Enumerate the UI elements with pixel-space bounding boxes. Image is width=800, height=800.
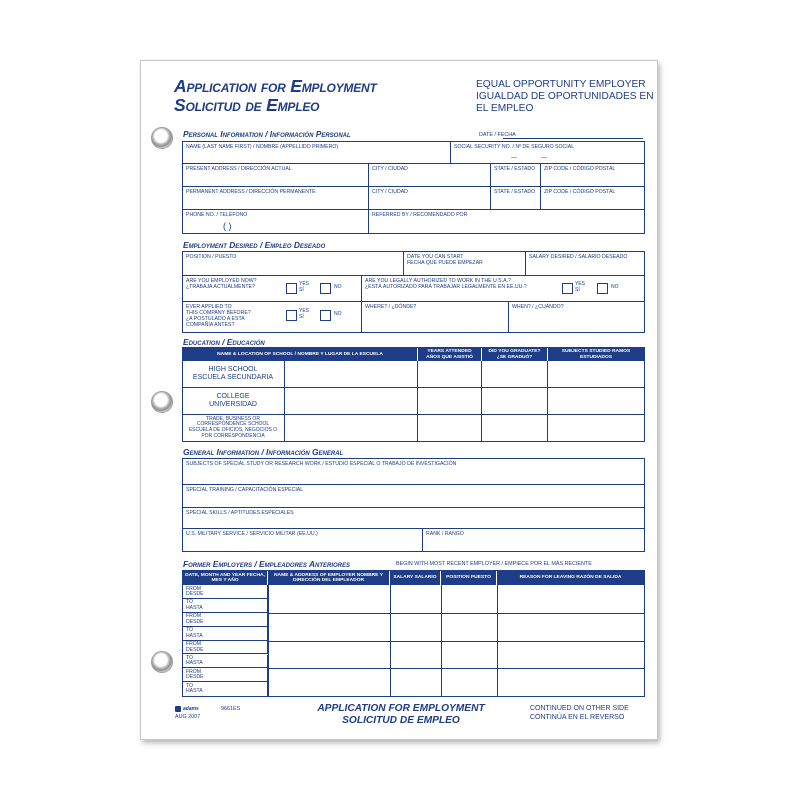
when-field[interactable]: WHEN? / ¿CUÁNDO?: [512, 304, 564, 310]
permanent-address-field[interactable]: PERMANENT ADDRESS / DIRECCIÓN PERMANENTE: [183, 187, 369, 210]
present-address-field[interactable]: PRESENT ADDRESS / DIRECCIÓN ACTUAL: [183, 164, 369, 187]
employed-no-checkbox[interactable]: [320, 283, 331, 294]
education-box: [182, 347, 645, 442]
permanent-zip-field[interactable]: ZIP CODE / CÓDIGO POSTAL: [541, 187, 644, 210]
employed-yes-checkbox[interactable]: [286, 283, 297, 294]
phone-field[interactable]: PHONE NO. / TELÉFONO ( ): [183, 210, 369, 233]
education-section-title: Education / Educación: [183, 337, 265, 347]
continued-note-en: CONTINUED ON OTHER SIDE: [530, 705, 629, 712]
former-subtitle: BEGIN WITH MOST RECENT EMPLOYER / EMPIECE POR EL MÁS RECIENTE: [396, 561, 592, 567]
applied-before-field: EVER APPLIED TO THIS COMPANY BEFORE? ¿A POSTULADO A ESTA COMPAÑÍA ANTES? YES SÍ NO: [183, 302, 362, 332]
adams-logo-icon: [175, 706, 181, 712]
edu-row-college-label: COLLEGE UNIVERSIDAD: [183, 388, 285, 415]
fe-date-to-3[interactable]: TO HASTA: [183, 655, 268, 669]
footer-title-es: SOLICITUD DE EMPLEO: [342, 715, 460, 726]
edu-college-graduated[interactable]: [482, 388, 548, 415]
application-form-sheet: [140, 60, 658, 740]
form-title-en: Application for Employment: [174, 76, 377, 96]
continued-note-es: CONTINÚA EN EL REVERSO: [530, 714, 625, 721]
edu-college-name[interactable]: [285, 388, 418, 415]
special-training-field[interactable]: SPECIAL TRAINING / CAPACITACIÓN ESPECIAL: [183, 485, 644, 508]
date-line[interactable]: [503, 138, 643, 139]
edu-high-school-subjects[interactable]: [548, 361, 644, 388]
authorized-field: ARE YOU LEGALLY AUTHORIZED TO WORK IN THE U.S.A.? ¿ESTÁ AUTORIZADO PARA TRABAJAR LEGALMENTE EN EE.UU.? YES SÍ NO: [362, 276, 644, 302]
edu-trade-graduated[interactable]: [482, 415, 548, 441]
fe-header-reason: REASON FOR LEAVING RAZÓN DE SALIDA: [497, 571, 644, 585]
authorized-no-checkbox[interactable]: [597, 283, 608, 294]
position-field[interactable]: POSITION / PUESTO: [183, 252, 404, 276]
edu-trade-name[interactable]: [285, 415, 418, 441]
binder-hole-top: [151, 127, 173, 149]
footer-title-en: APPLICATION FOR EMPLOYMENT: [317, 703, 485, 714]
name-field[interactable]: NAME (LAST NAME FIRST) / NOMBRE (APPELLIDO PRIMERO): [183, 142, 451, 164]
fe-header-position: POSITION PUESTO: [441, 571, 497, 585]
fe-header-salary: SALARY SALARIO: [390, 571, 441, 585]
edu-college-subjects[interactable]: [548, 388, 644, 415]
rank-field[interactable]: RANK / RANGO: [426, 531, 464, 537]
employment-section-title: Employment Desired / Empleo Deseado: [183, 240, 326, 250]
personal-section-title: Personal Information / Información Personal: [183, 129, 351, 139]
edu-high-school-graduated[interactable]: [482, 361, 548, 388]
edu-row-trade-label: TRADE, BUSINESS OR CORRESPONDENCE SCHOOL ESCUELA DE OFICIOS, NEGOCIOS O POR CORRESPONDENCIA: [183, 415, 285, 441]
edu-header-school: NAME & LOCATION OF SCHOOL / NOMBRE Y LUGAR DE LA ESCUELA: [183, 348, 418, 361]
fe-header-dates: DATE, MONTH AND YEAR FECHA, MES Y AÑO: [183, 571, 268, 585]
fe-date-to-4[interactable]: TO HASTA: [183, 682, 268, 696]
edu-high-school-name[interactable]: [285, 361, 418, 388]
binder-hole-bottom: [151, 651, 173, 673]
general-section-title: General Information / Información General: [183, 447, 344, 457]
personal-box: [182, 141, 645, 234]
edu-high-school-years[interactable]: [418, 361, 482, 388]
former-box: [182, 570, 645, 697]
present-state-field[interactable]: STATE / ESTADO: [491, 164, 541, 187]
edu-header-years: YEARS ATTENDED AÑOS QUE ASISTIÓ: [418, 348, 482, 361]
permanent-state-field[interactable]: STATE / ESTADO: [491, 187, 541, 210]
fe-row-divider: [268, 613, 644, 614]
edu-college-years[interactable]: [418, 388, 482, 415]
form-date: AUG 2007: [175, 714, 201, 720]
ssn-field[interactable]: SOCIAL SECURITY NO. / Nº DE SEGURO SOCIAL — —: [451, 142, 644, 164]
form-code: 9661ES: [221, 706, 241, 712]
binder-hole-middle: [151, 391, 173, 413]
fe-date-to-2[interactable]: TO HASTA: [183, 627, 268, 641]
general-box: [182, 458, 645, 552]
fe-date-from-3[interactable]: FROM DESDE: [183, 641, 268, 655]
special-study-field[interactable]: SUBJECTS OF SPECIAL STUDY OR RESEARCH WORK / ESTUDIO ESPECIAL O TRABAJO DE INVESTIGACIÓN: [183, 459, 644, 485]
fe-row-divider: [268, 668, 644, 669]
referred-by-field[interactable]: REFERRED BY / RECOMENDADO POR: [372, 212, 468, 218]
fe-row-divider: [268, 641, 644, 642]
equal-opportunity-note: EQUAL OPPORTUNITY EMPLOYER IGUALDAD DE OPORTUNIDADES EN EL EMPLEO: [476, 79, 654, 114]
fe-date-from-2[interactable]: FROM DESDE: [183, 613, 268, 627]
applied-yes-checkbox[interactable]: [286, 310, 297, 321]
salary-desired-field[interactable]: SALARY DESIRED / SALARIO DESEADO: [526, 252, 644, 276]
authorized-yes-checkbox[interactable]: [562, 283, 573, 294]
present-zip-field[interactable]: ZIP CODE / CÓDIGO POSTAL: [541, 164, 644, 187]
form-title-es: Solicitud de Empleo: [174, 95, 320, 115]
where-field[interactable]: WHERE? / ¿DÓNDE?: [362, 302, 509, 332]
date-label: DATE / FECHA: [479, 132, 516, 138]
applied-no-checkbox[interactable]: [320, 310, 331, 321]
employed-now-field: ARE YOU EMPLOYED NOW? ¿TRABAJA ACTUALMENTE? YES SÍ NO: [183, 276, 362, 302]
military-service-field[interactable]: U.S. MILITARY SERVICE / SERVICIO MILITAR (EE.UU.): [183, 529, 423, 551]
fe-date-to-1[interactable]: TO HASTA: [183, 599, 268, 613]
fe-date-from-4[interactable]: FROM DESDE: [183, 668, 268, 682]
permanent-city-field[interactable]: CITY / CIUDAD: [369, 187, 491, 210]
edu-row-high-school-label: HIGH SCHOOL ESCUELA SECUNDARIA: [183, 361, 285, 388]
edu-header-subjects: SUBJECTS STUDIED RAMOS ESTUDIADOS: [548, 348, 644, 361]
brand-logo: adams: [175, 706, 199, 712]
former-section-title: Former Employers / Empleadores Anteriores: [183, 559, 351, 569]
edu-trade-subjects[interactable]: [548, 415, 644, 441]
fe-header-employer: NAME & ADDRESS OF EMPLOYER NOMBRE Y DIRECCIÓN DEL EMPLEADOR: [268, 571, 390, 585]
fe-date-from-1[interactable]: FROM DESDE: [183, 585, 268, 599]
edu-header-graduate: DID YOU GRADUATE? ¿SE GRADUÓ?: [482, 348, 548, 361]
start-date-field[interactable]: DATE YOU CAN START FECHA QUE PUEDE EMPEZAR: [404, 252, 526, 276]
present-city-field[interactable]: CITY / CIUDAD: [369, 164, 491, 187]
employment-box: [182, 251, 645, 333]
special-skills-field[interactable]: SPECIAL SKILLS / APTITUDES ESPECIALES: [183, 508, 644, 529]
edu-trade-years[interactable]: [418, 415, 482, 441]
